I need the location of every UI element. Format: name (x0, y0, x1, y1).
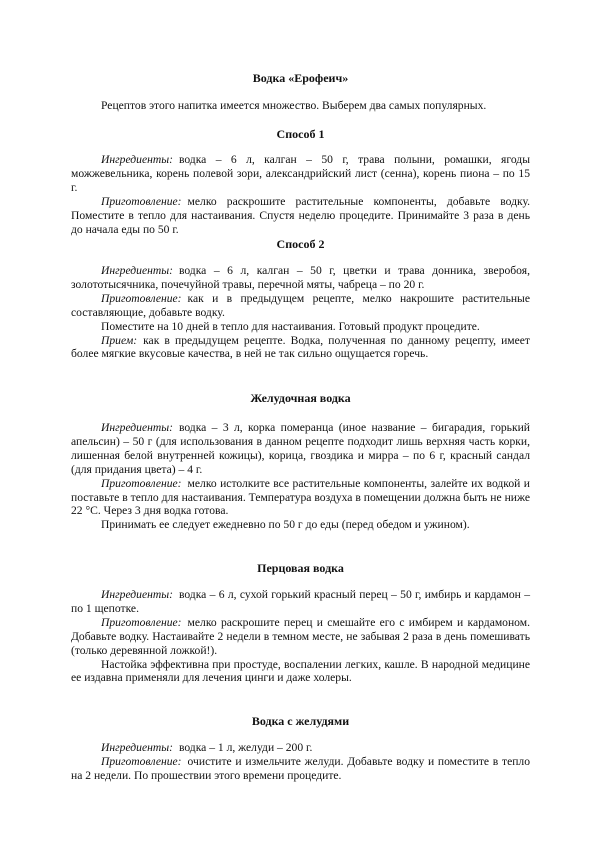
preparation-text: мелко раскрошите перец и смешайте его с имбирем и кардамоном. Добавьте водку. Настаивайте 2 недели в темном месте, не забывая 2 раза в день помешивать (только деревянной ложкой!). (71, 615, 530, 657)
preparation-label: Приготовление: (101, 291, 182, 305)
ingredients-text: водка – 6 л, калган – 50 г, цветки и трава донника, зверобоя, золототысячника, почечуйной травы, перечной мяты, чабреца – по 20 г. (71, 264, 530, 291)
usage-paragraph (71, 334, 530, 362)
preparation-paragraph (71, 477, 530, 519)
preparation-paragraph (71, 292, 530, 320)
ingredients-paragraph (71, 588, 530, 616)
heading-pepper-vodka: Перцовая водка (257, 561, 344, 575)
preparation-text: мелко истолките все растительные компоненты, залейте их водкой и поставьте в тепло для настаивания. Температура воздуха в помещении должна быть не ниже 22 °С. Через 3 дня водка готова. (71, 476, 530, 518)
acorn-vodka-body (71, 741, 530, 783)
intro (71, 99, 530, 113)
heading-erofeich: Водка «Ерофеич» (252, 71, 349, 85)
preparation-text: мелко раскрошите растительные компоненты, добавьте водку. Поместите в тепло для настаивания. Спустя неделю процедите. Принимайте 3 раза в день до начала еды по 50 г. (71, 194, 530, 236)
ingredients-label: Ингредиенты: (101, 421, 173, 434)
ingredients-label: Ингредиенты: (101, 264, 173, 277)
pepper-vodka-body (71, 588, 530, 685)
heading-stomach-vodka: Желудочная водка (250, 391, 351, 405)
heading-method-1: Способ 1 (276, 127, 325, 141)
ingredients-text: водка – 6 л, сухой горький красный перец – 50 г, имбирь и кардамон – по 1 щепотке. (71, 588, 530, 615)
intro-text: Рецептов этого напитка имеется множество. Выберем два самых популярных. (101, 99, 487, 112)
ingredients-label: Ингредиенты: (101, 741, 173, 754)
note-paragraph: Поместите на 10 дней в тепло для настаивания. Готовый продукт процедите. (101, 319, 480, 333)
stomach-vodka-body (71, 421, 530, 532)
preparation-text: очистите и измельчите желуди. Добавьте водку и поместите в тепло на 2 недели. По прошествии этого времени процедите. (71, 754, 530, 782)
preparation-paragraph (71, 195, 530, 237)
ingredients-label: Ингредиенты: (101, 588, 173, 601)
ingredients-label: Ингредиенты: (101, 153, 173, 166)
preparation-label: Приготовление: (101, 754, 182, 768)
preparation-label: Приготовление: (101, 615, 182, 629)
preparation-text: как и в предыдущем рецепте, мелко накрошите растительные составляющие, добавьте водку. (71, 291, 530, 319)
method-2-body (71, 264, 530, 361)
ingredients-text: водка – 6 л, калган – 50 г, трава полыни, ромашки, ягоды можжевельника, корень полевой зори, александрийский лист (сенна), корень пиона – по 15 г. (71, 153, 530, 194)
preparation-paragraph (71, 755, 530, 783)
ingredients-text: водка – 1 л, желуди – 200 г. (178, 741, 313, 754)
method-1-body (71, 153, 530, 236)
note-paragraph: Настойка эффективна при простуде, воспалении легких, кашле. В народной медицине ее издавна применяли для лечения цинги и даже холеры. (71, 657, 530, 685)
usage-label: Прием: (101, 333, 138, 347)
heading-method-2: Способ 2 (276, 237, 325, 251)
preparation-paragraph (71, 616, 530, 658)
ingredients-paragraph (71, 741, 530, 755)
ingredients-paragraph (71, 264, 530, 292)
preparation-label: Приготовление: (101, 194, 182, 208)
preparation-label: Приготовление: (101, 476, 182, 490)
note-paragraph: Принимать ее следует ежедневно по 50 г до еды (перед обедом и ужином). (101, 518, 470, 532)
ingredients-paragraph (71, 153, 530, 195)
ingredients-paragraph (71, 421, 530, 477)
usage-text: как в предыдущем рецепте. Водка, полученная по данному рецепту, имеет более мягкие вкусовые качества, в ней не так сильно ощущается горечь. (71, 333, 530, 361)
heading-acorn-vodka: Водка с желудями (251, 714, 350, 728)
ingredients-text: водка – 3 л, корка померанца (иное название – бигарадия, горький апельсин) – 50 г (для использования в данном рецепте подходит лишь верхняя часть корки, лишенная белой внутренней кожицы), корица, гвоздика и мирра – по 6 г, красный сандал (для придания цвета) – 4 г. (71, 421, 530, 476)
